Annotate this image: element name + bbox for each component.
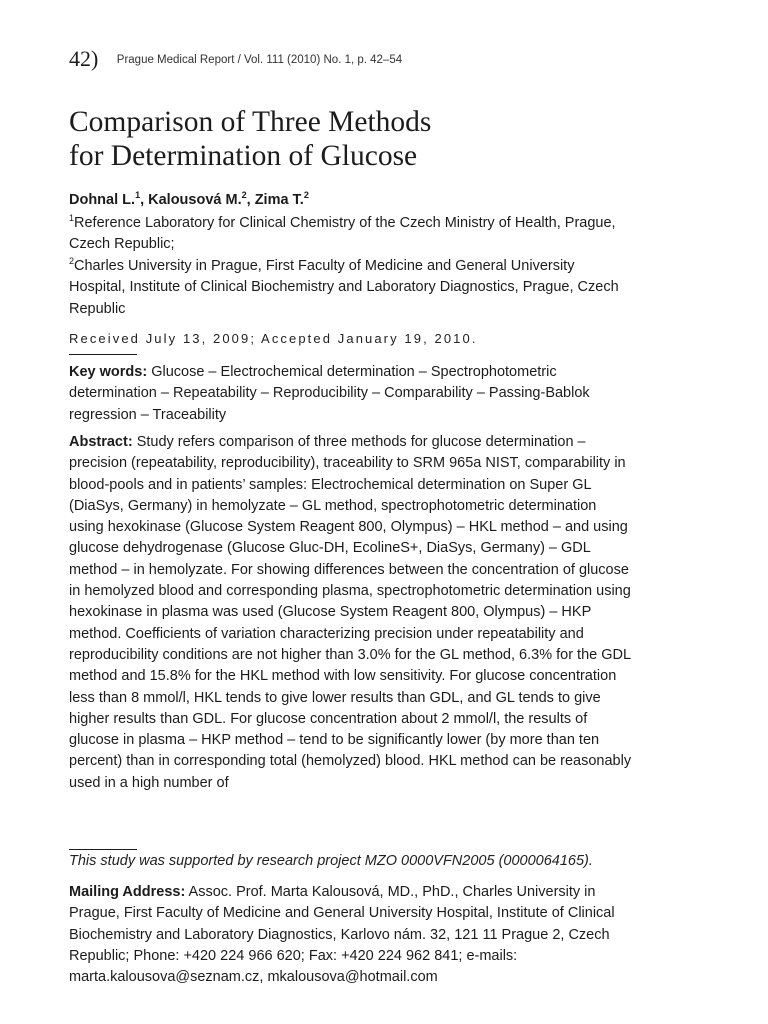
keywords-label: Key words: — [69, 364, 148, 380]
funding-note: This study was supported by research project MZO 0000VFN2005 (0000064165). — [69, 853, 593, 869]
mailing-label: Mailing Address: — [69, 884, 186, 900]
section-divider — [69, 354, 137, 355]
affiliation-text: Charles University in Prague, First Faculty of Medicine and General University Hospital, Institute of Clinical Biochemistry and Laboratory Diagnostics, Prague, Czech Republic — [69, 258, 619, 317]
affiliation-1 — [69, 213, 629, 256]
affiliation-2 — [69, 256, 629, 320]
footnote-divider — [69, 849, 137, 850]
abstract-label: Abstract: — [69, 434, 133, 450]
abstract-block — [69, 432, 635, 794]
author-affiliation-mark: 2 — [241, 190, 247, 201]
abstract-text: Study refers comparison of three methods for glucose determination – precision (repeatability, reproducibility), traceability to SRM 965a NIST, comparability in blood-pools and in patients’ samples: Electrochemical determination on Super GL (DiaSys, Germany) in hemolyzate – GL method, spectrophotometric determination using hexokinase (Glucose System Reagent 800, Olympus) – HKL method – and using glucose dehydrogenase (Glucose Gluc-DH, EcolineS+, DiaSys, Germany) – GDL method – in hemolyzate. For showing differences between the concentration of glucose in hemolyzed blood and corresponding plasma, spectrophotometric determination using hexokinase in plasma was used (Glucose System Reagent 800, Olympus) – HKP method. Coefficients of variation characterizing precision under repeatability and reproducibility conditions are not higher than 3.0% for the GL method, 6.3% for the GDL method and 15.8% for the HKL method with low sensitivity. For glucose concentration less than 8 mmol/l, HKL tends to give lower results than GDL, and GL tends to give higher results than GDL. For glucose concentration about 2 mmol/l, the results of glucose in plasma – HKP method – tend to be significantly lower (by more than ten percent) than in corresponding total (hemolyzed) blood. HKL method can be reasonably used in a high number of — [69, 434, 632, 791]
journal-citation: Prague Medical Report / Vol. 111 (2010) No. 1, p. 42–54 — [116, 54, 403, 66]
running-head — [69, 46, 402, 72]
mailing-text: Assoc. Prof. Marta Kalousová, MD., PhD., Charles University in Prague, First Faculty of Medicine and General University Hospital, Institute of Clinical Biochemistry and Laboratory Diagnostics, Karlovo nám. 32, 121 11 Prague 2, Czech Republic; Phone: +420 224 966 620; Fax: +420 224 962 841; e-mails: marta.kalousova@seznam.cz, mkalousova@hotmail.com — [69, 884, 615, 986]
author-affiliation-mark: 1 — [135, 190, 141, 201]
author-name: Zima T. — [254, 192, 304, 208]
mailing-address-block — [69, 882, 629, 988]
title-line-2: for Determination of Glucose — [69, 140, 418, 172]
keywords-block — [69, 362, 631, 426]
author-list: Dohnal L.$^1$, Kalousová M.$^2$, Zima T.$^2$ — [69, 190, 309, 208]
author-name: Kalousová M. — [148, 192, 242, 208]
author-name: Dohnal L. — [69, 192, 136, 208]
author-affiliation-mark: 2 — [303, 190, 309, 201]
received-accepted-dates: Received July 13, 2009; Accepted January 19, 2010. — [69, 331, 478, 346]
title-line-1: Comparison of Three Methods — [69, 106, 432, 138]
affiliation-mark: 1 — [69, 213, 75, 224]
affiliation-mark: 2 — [69, 256, 75, 267]
affiliation-text: Reference Laboratory for Clinical Chemistry of the Czech Ministry of Health, Prague, Czech Republic; — [69, 215, 616, 253]
article-title — [69, 105, 431, 173]
page-number: 42) — [69, 46, 99, 71]
keywords-text: Glucose – Electrochemical determination – Spectrophotometric determination – Repeatability – Reproducibility – Comparability – Passing-Bablok regression – Traceability — [69, 364, 590, 423]
